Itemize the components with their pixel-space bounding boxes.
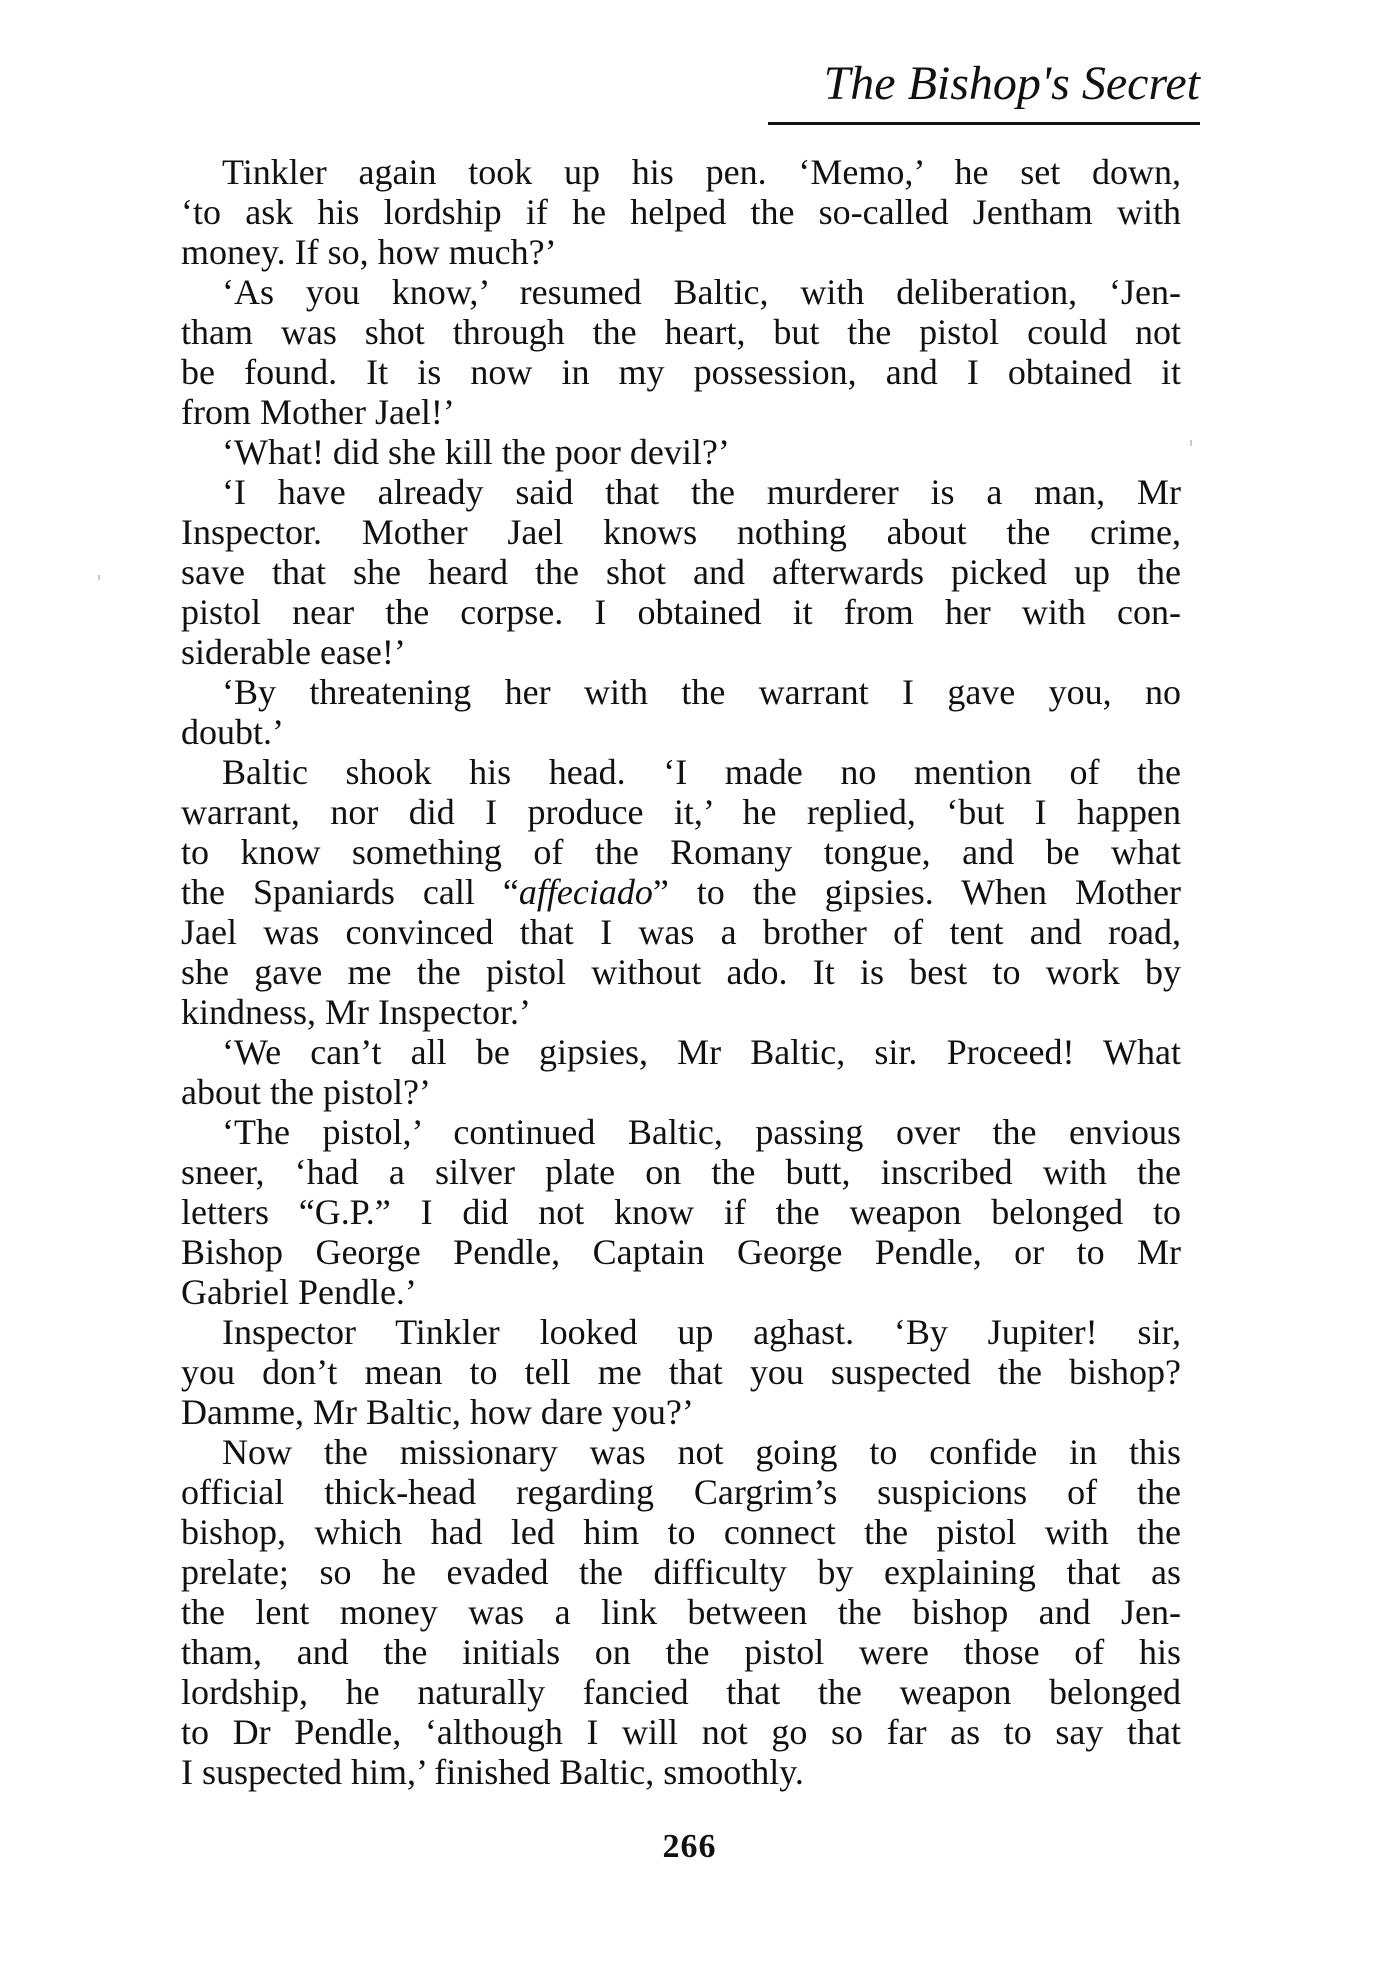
text-line: ‘I have already said that the murderer is a man, Mr: [222, 472, 1181, 512]
text-line: Gabriel Pendle.’: [181, 1272, 417, 1312]
text-line: Inspector Tinkler looked up aghast. ‘By Jupiter! sir,: [222, 1312, 1181, 1352]
text-line: the lent money was a link between the bishop and Jen-: [181, 1592, 1181, 1632]
text-line: ‘By threatening her with the warrant I gave you, no: [222, 672, 1181, 712]
text-line: lordship, he naturally fancied that the weapon belonged: [181, 1672, 1181, 1712]
text-line: tham was shot through the heart, but the pistol could not: [181, 312, 1181, 352]
text-line: letters “G.P.” I did not know if the weapon belonged to: [181, 1192, 1181, 1232]
text-line: the Spaniards call “affeciado” to the gipsies. When Mother: [181, 872, 1181, 912]
text-line: Baltic shook his head. ‘I made no mention of the: [222, 752, 1181, 792]
header-rule: [768, 122, 1200, 125]
text-line: warrant, nor did I produce it,’ he replied, ‘but I happen: [181, 792, 1181, 832]
italic-word: affeciado: [518, 872, 653, 912]
page-edge-mark: [98, 575, 100, 580]
text-line: siderable ease!’: [181, 632, 406, 672]
text-line: money. If so, how much?’: [181, 232, 557, 272]
text-line: Jael was convinced that I was a brother of tent and road,: [181, 912, 1181, 952]
body-text: [181, 152, 1181, 1792]
running-head: The Bishop's Secret: [823, 57, 1200, 110]
text-line: ‘What! did she kill the poor devil?’: [222, 432, 730, 472]
text-line: I suspected him,’ finished Baltic, smoothly.: [181, 1752, 804, 1792]
text-line: Bishop George Pendle, Captain George Pendle, or to Mr: [181, 1232, 1181, 1272]
text-line: pistol near the corpse. I obtained it from her with con-: [181, 592, 1181, 632]
text-line: Inspector. Mother Jael knows nothing about the crime,: [181, 512, 1181, 552]
text-line: you don’t mean to tell me that you suspected the bishop?: [181, 1352, 1181, 1392]
text-line: Tinkler again took up his pen. ‘Memo,’ he set down,: [222, 152, 1181, 192]
text-line: from Mother Jael!’: [181, 392, 455, 432]
text-line: ‘We can’t all be gipsies, Mr Baltic, sir. Proceed! What: [222, 1032, 1181, 1072]
page-edge-mark: [1190, 440, 1192, 446]
text-line: sneer, ‘had a silver plate on the butt, inscribed with the: [181, 1152, 1181, 1192]
text-line: kindness, Mr Inspector.’: [181, 992, 531, 1032]
text-line: bishop, which had led him to connect the pistol with the: [181, 1512, 1181, 1552]
text-line: official thick-head regarding Cargrim’s suspicions of the: [181, 1472, 1181, 1512]
text-line: save that she heard the shot and afterwards picked up the: [181, 552, 1181, 592]
text-line: prelate; so he evaded the difficulty by explaining that as: [181, 1552, 1181, 1592]
text-line: ‘to ask his lordship if he helped the so-called Jentham with: [181, 192, 1181, 232]
text-line: ‘As you know,’ resumed Baltic, with deliberation, ‘Jen-: [222, 272, 1181, 312]
text-line: doubt.’: [181, 712, 284, 752]
text-line: about the pistol?’: [181, 1072, 431, 1112]
text-line: Now the missionary was not going to confide in this: [222, 1432, 1181, 1472]
text-line: to Dr Pendle, ‘although I will not go so far as to say that: [181, 1712, 1181, 1752]
page-number: 266: [662, 1828, 717, 1865]
text-line: Damme, Mr Baltic, how dare you?’: [181, 1392, 694, 1432]
text-line: be found. It is now in my possession, and I obtained it: [181, 352, 1181, 392]
text-line: she gave me the pistol without ado. It is best to work by: [181, 952, 1181, 992]
text-line: to know something of the Romany tongue, and be what: [181, 832, 1181, 872]
text-line: ‘The pistol,’ continued Baltic, passing over the envious: [222, 1112, 1181, 1152]
text-line: tham, and the initials on the pistol were those of his: [181, 1632, 1181, 1672]
